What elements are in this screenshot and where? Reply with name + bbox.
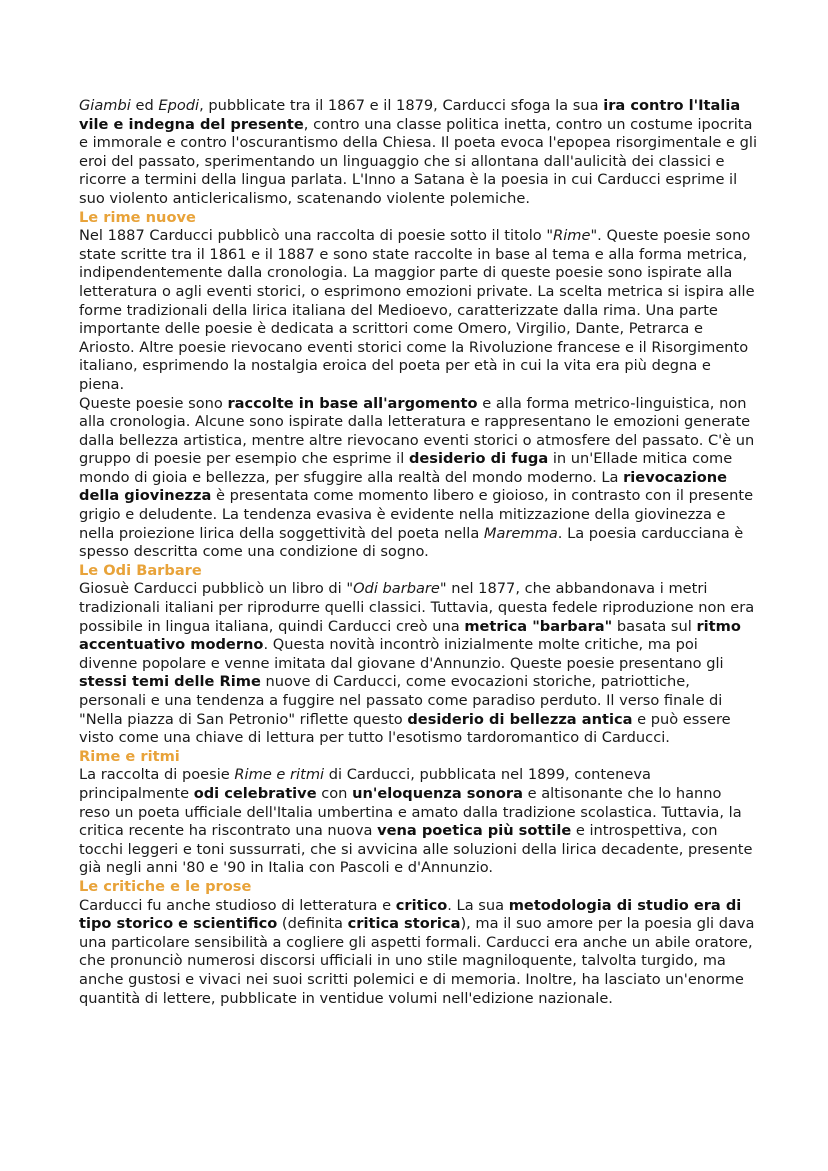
text-run: è presentata come momento libero e gioioso, in contrasto con il presente grigio e deludente. La tendenza evasiva è evidente nella mitizzazione della giovinezza e nella proiezione lirica della soggettività del poeta nella <box>79 487 754 542</box>
text-run: con <box>316 784 353 802</box>
section-paragraph <box>79 227 757 394</box>
bold-emphasis: desiderio di bellezza antica <box>407 710 633 728</box>
text-run: e può essere visto come una chiave di lettura per tutto l'esotismo tardoromantico di Carducci. <box>79 710 731 747</box>
section-paragraph <box>79 395 757 562</box>
text-run: . Questa novità incontrò inizialmente molte critiche, ma poi divenne popolare e venne imitata dal giovane d'Annunzio. Queste poesie presentano gli <box>79 636 724 672</box>
bold-emphasis: ritmo accentuativo moderno <box>79 617 741 654</box>
document-page <box>79 97 757 1008</box>
text-run: e altisonante che lo hanno reso un poeta ufficiale dell'Italia umbertina e amato dalla tradizione scolastica. Tuttavia, la critica recente ha riscontrato una nuova <box>79 784 742 840</box>
section-heading: Le Odi Barbare <box>79 561 202 579</box>
bold-emphasis: stessi temi delle Rime <box>79 673 261 691</box>
section-heading: Le rime nuove <box>79 208 196 226</box>
section-odi-barbare <box>79 562 757 748</box>
bold-emphasis: vena poetica più sottile <box>377 822 572 840</box>
italic-title: Giambi <box>79 97 131 114</box>
text-run: nuove di Carducci, come evocazioni storiche, patriottiche, personali e una tendenza a fuggire nel passato come paradiso perduto. Il verso finale di "Nella piazza di San Petronio" riflette questo <box>79 673 723 728</box>
text-run: di Carducci, pubblicata nel 1899, conteneva principalmente <box>79 766 651 802</box>
bold-emphasis: raccolte in base all'argomento <box>227 394 478 412</box>
text-run: . La poesia carducciana è spesso descritta come una condizione di sogno. <box>79 524 744 561</box>
text-run: Giosuè Carducci pubblicò un libro di " <box>79 580 354 598</box>
text-run: , contro una classe politica inetta, contro un costume ipocrita e immorale e contro l'oscurantismo della Chiesa. Il poeta evoca l'epopea risorgimentale e gli eroi del passato, sperimentando un linguaggio che si allontana dall'aulicità dei classici e ricorre a termini della lingua parlata. L'Inno a Satana è la poesia in cui Carducci esprime il suo violento anticlericalismo, scatenando violente polemiche. <box>79 115 757 207</box>
text-run: Queste poesie sono <box>79 394 228 412</box>
text-run: La raccolta di poesie <box>79 766 235 784</box>
intro-block <box>79 97 757 209</box>
text-run: basata sul <box>612 617 697 635</box>
bold-emphasis: critica storica <box>347 915 461 933</box>
italic-title: Odi barbare <box>353 580 440 598</box>
text-run: e alla forma metrico-linguistica, non alla cronologia. Alcune sono ispirate dalla letteratura e rappresentano le emozioni generate dalla bellezza artistica, mentre altre rievocano eventi storici o atmosfere del passato. C'è un gruppo di poesie per esempio che esprime il <box>79 394 755 468</box>
italic-title: Epodi <box>158 97 200 114</box>
text-run: Carducci fu anche studioso di letteratura e <box>79 896 396 914</box>
text-run: (definita <box>277 915 348 933</box>
text-run: . La sua <box>447 896 509 914</box>
section-paragraph <box>79 897 757 1009</box>
text-run: ed <box>130 97 159 114</box>
text-run: in un'Ellade mitica come mondo di gioia e bellezza, per sfuggire alla realtà del mondo moderno. La <box>79 450 733 486</box>
bold-emphasis: rievocazione della giovinezza <box>79 468 728 505</box>
text-run: " nel 1877, che abbandonava i metri tradizionali italiani per riprodurre quelli classici. Tuttavia, questa fedele riproduzione non era possibile in lingua italiana, quindi Carducci creò una <box>79 580 755 635</box>
section-paragraph <box>79 580 757 747</box>
text-run: ), ma il suo amore per la poesia gli dava una particolare sensibilità a cogliere gli aspetti formali. Carducci era anche un abile oratore, che pronunciò numerosi discorsi ufficiali in uno stile magniloquente, talvolta turgido, ma anche gustosi e vivaci nei suoi scritti polemici e di memoria. Inoltre, ha lasciato un'enorme quantità di lettere, pubblicate in ventidue volumi nell'edizione nazionale. <box>79 915 755 1007</box>
text-run: ". Queste poesie sono state scritte tra il 1861 e il 1887 e sono state raccolte in base al tema e alla forma metrica, indipendentemente dalla cronologia. La maggior parte di queste poesie sono ispirate alla letteratura o agli eventi storici, o esprimono emozioni private. La scelta metrica si ispira alle forme tradizionali della lirica italiana del Medioevo, caratterizzate dalla rima. Una parte importante delle poesie è dedicata a scrittori come Omero, Virgilio, Dante, Petrarca e Ariosto. Altre poesie rievocano eventi storici come la Rivoluzione francese e il Risorgimento italiano, esprimendo la nostalgia eroica del poeta per età in cui la vita era più degna e piena. <box>79 227 755 393</box>
intro-paragraph <box>79 97 757 209</box>
bold-emphasis: un'eloquenza sonora <box>352 784 523 802</box>
bold-emphasis: desiderio di fuga <box>408 450 549 468</box>
section-critiche-e-prose <box>79 878 757 1008</box>
bold-emphasis: metodologia di studio era di tipo storico e scientifico <box>79 896 742 933</box>
text-run: Nel 1887 Carducci pubblicò una raccolta di poesie sotto il titolo " <box>79 227 554 245</box>
text-run: e introspettiva, con tocchi leggeri e toni sussurrati, che si avvicina alle soluzioni della lirica decadente, presente già negli anni '80 e '90 in Italia con Pascoli e d'Annunzio. <box>79 822 753 877</box>
bold-emphasis: ira contro l'Italia vile e indegna del presente <box>79 97 741 133</box>
italic-title: Rime <box>553 227 591 245</box>
italic-title: Maremma <box>483 524 558 542</box>
section-heading: Rime e ritmi <box>79 747 180 765</box>
section-paragraph <box>79 766 757 878</box>
bold-emphasis: critico <box>395 896 448 914</box>
italic-title: Rime e ritmi <box>234 766 325 784</box>
bold-emphasis: metrica "barbara" <box>464 617 613 635</box>
text-run: , pubblicate tra il 1867 e il 1879, Carducci sfoga la sua <box>199 97 604 114</box>
section-rime-e-ritmi <box>79 748 757 878</box>
bold-emphasis: odi celebrative <box>193 784 317 802</box>
section-rime-nuove <box>79 209 757 562</box>
section-heading: Le critiche e le prose <box>79 877 252 895</box>
